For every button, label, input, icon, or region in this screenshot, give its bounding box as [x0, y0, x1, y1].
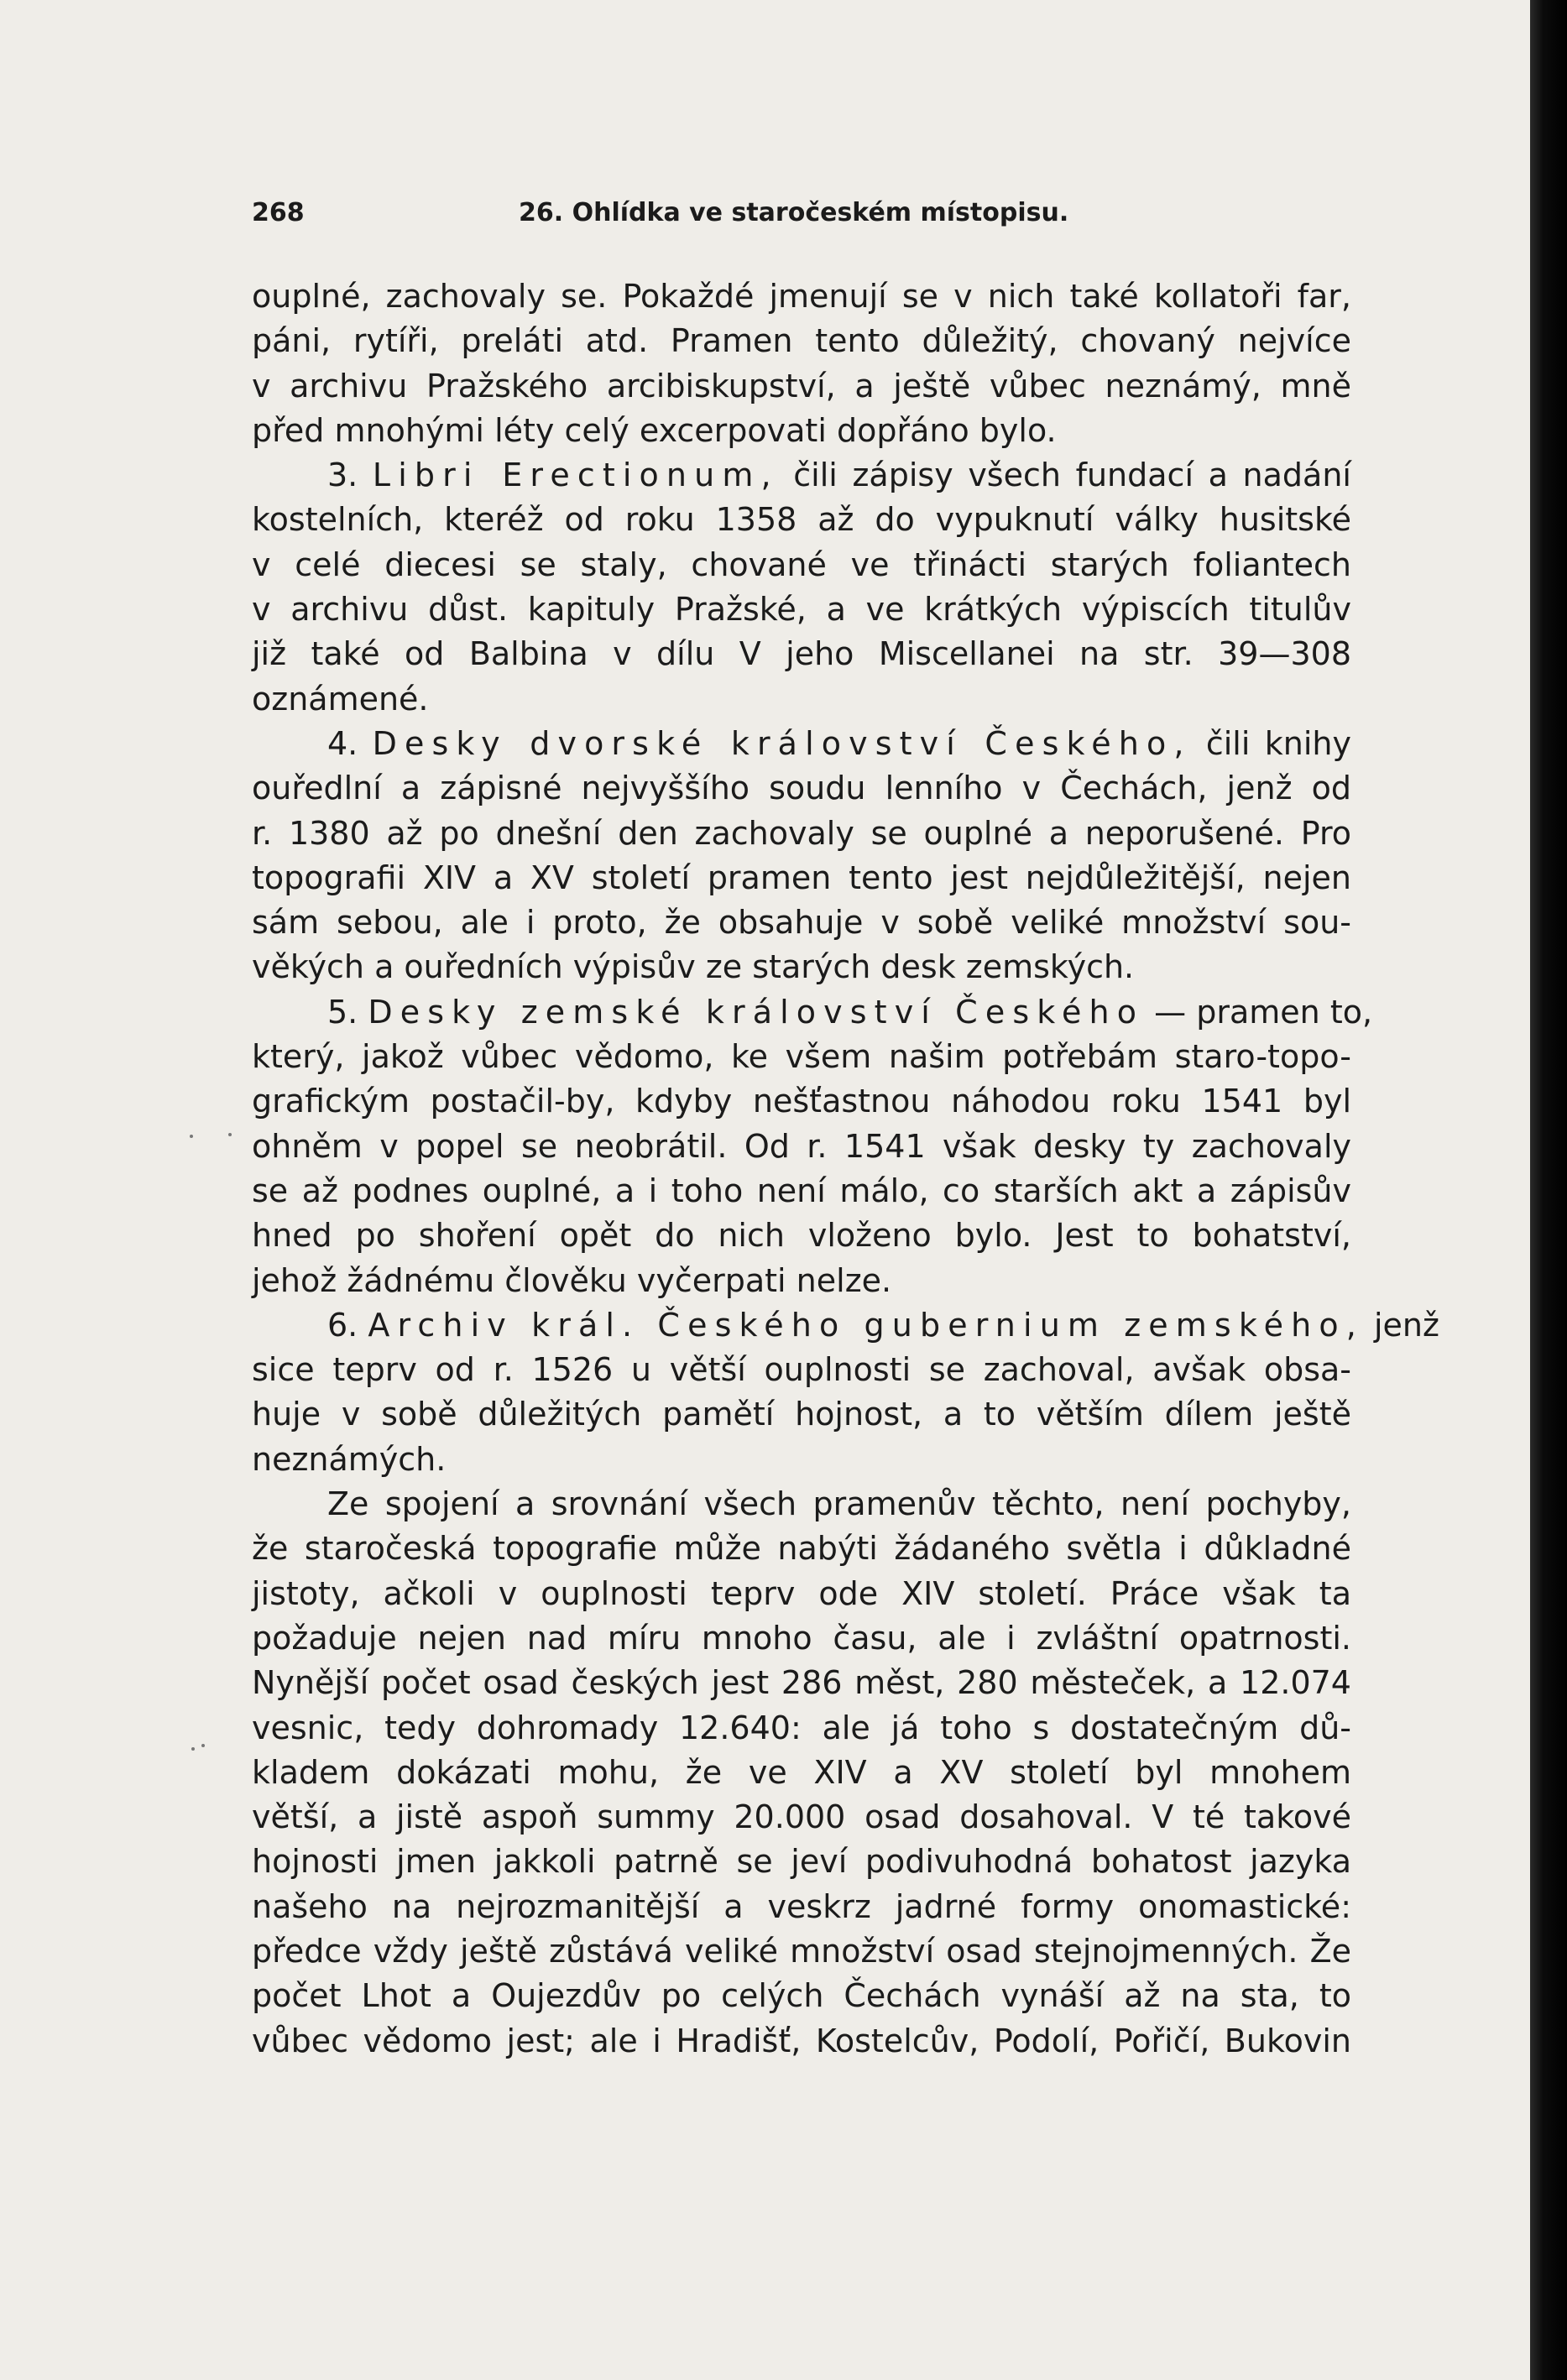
text-line: již také od Balbina v dílu V jeho Miscellanei na str. 39—308 — [252, 635, 1351, 673]
spaced-title: Libri Erectionum, — [372, 457, 779, 494]
list-number: 5. — [327, 993, 358, 1031]
text-run: — pramen to, — [1144, 993, 1373, 1031]
running-title: 26. Ohlídka ve staročeském místopisu. — [519, 198, 1069, 227]
scan-speck — [228, 1133, 232, 1136]
spaced-title: Archiv král. Českého gubernium zemského, — [368, 1306, 1364, 1344]
text-line: ohněm v popel se neobrátil. Od r. 1541 však desky ty zachovaly — [252, 1127, 1351, 1165]
list-item-5 — [252, 990, 1373, 1035]
text-line: v archivu důst. kapituly Pražské, a ve krátkých výpiscích titulův — [252, 591, 1351, 629]
scan-binding-edge — [1530, 0, 1567, 2380]
text-line: sice teprv od r. 1526 u větší ouplnosti se zachoval, avšak obsa- — [252, 1351, 1351, 1389]
text-line: hned po shoření opět do nich vloženo bylo. Jest to bohatství, — [252, 1217, 1351, 1255]
body-text — [252, 274, 1439, 2064]
list-item-4 — [252, 722, 1351, 766]
text-line: kladem dokázati mohu, že ve XIV a XV století byl mnohem — [252, 1753, 1351, 1791]
scan-speck — [190, 1135, 193, 1138]
text-line: že staročeská topografie může nabýti žádaného světla i důkladné — [252, 1530, 1351, 1568]
text-line: požaduje nejen nad míru mnoho času, ale i zvláštní opatrnosti. — [252, 1619, 1351, 1657]
text-line: větší, a jistě aspoň summy 20.000 osad dosahoval. V té takové — [252, 1798, 1351, 1836]
text-line: předce vždy ještě zůstává veliké množství osad stejnojmenných. Že — [252, 1932, 1351, 1970]
paragraph-start: Ze spojení a srovnání všech pramenův těchto, není pochyby, — [327, 1485, 1351, 1523]
text-line: hojnosti jmen jakkoli patrně se jeví podivuhodná bohatost jazyka — [252, 1843, 1351, 1881]
page-number: 268 — [252, 198, 305, 227]
list-item-6 — [252, 1303, 1439, 1348]
text-line: oznámené. — [252, 680, 429, 718]
text-line: ouplné, zachovaly se. Pokaždé jmenují se v nich také kollatoři far, — [252, 278, 1351, 315]
text-line: jistoty, ačkoli v ouplnosti teprv ode XIV století. Práce však ta — [252, 1574, 1351, 1612]
text-run: čili knihy — [1191, 724, 1351, 762]
text-line: v archivu Pražského arcibiskupství, a ještě vůbec neznámý, mně — [252, 367, 1351, 404]
text-line: sám sebou, ale i proto, že obsahuje v sobě veliké množství sou- — [252, 904, 1351, 942]
text-run: jenž — [1363, 1306, 1439, 1344]
text-line: se až podnes ouplné, a i toho není málo, co starších akt a zápisův — [252, 1172, 1351, 1209]
text-line: huje v sobě důležitých pamětí hojnost, a to větším dílem ještě — [252, 1396, 1351, 1433]
text-line: kostelních, kteréž od roku 1358 až do vypuknutí války husitské — [252, 501, 1351, 539]
list-number: 4. — [327, 724, 358, 762]
text-line: před mnohými léty celý excerpovati dopřáno bylo. — [252, 411, 1057, 449]
text-line: neznámých. — [252, 1440, 447, 1478]
text-line: vesnic, tedy dohromady 12.640: ale já toho s dostatečným dů- — [252, 1709, 1351, 1746]
list-number: 6. — [327, 1306, 358, 1344]
spaced-title: Desky zemské království Českého — [368, 993, 1145, 1031]
scan-speck — [191, 1747, 195, 1751]
spaced-title: Desky dvorské království Českého, — [372, 724, 1192, 762]
text-line: jehož žádnému člověku vyčerpati nelze. — [252, 1261, 892, 1299]
list-item-3 — [252, 453, 1351, 498]
text-line: věkých a ouředních výpisův ze starých desk zemských. — [252, 948, 1135, 986]
text-line: počet Lhot a Oujezdův po celých Čechách vynáší až na sta, to — [252, 1977, 1351, 2015]
text-line: našeho na nejrozmanitější a veskrz jadrné formy onomastické: — [252, 1887, 1351, 1925]
text-line: ouředlní a zápisné nejvyššího soudu lenního v Čechách, jenž od — [252, 770, 1351, 807]
text-run: čili zápisy všech fundací a nadání — [778, 457, 1351, 494]
list-number: 3. — [327, 457, 358, 494]
scan-speck — [201, 1744, 205, 1747]
text-line: vůbec vědomo jest; ale i Hradišť, Kostelcův, Podolí, Pořičí, Bukovin — [252, 2022, 1351, 2059]
text-line: v celé diecesi se staly, chované ve třinácti starých foliantech — [252, 545, 1351, 583]
text-line: který, jakož vůbec vědomo, ke všem našim potřebám staro-topo- — [252, 1038, 1351, 1076]
text-line: páni, rytíři, preláti atd. Pramen tento důležitý, chovaný nejvíce — [252, 322, 1351, 360]
text-line: grafickým postačil-by, kdyby nešťastnou náhodou roku 1541 byl — [252, 1083, 1351, 1120]
text-line: Nynější počet osad českých jest 286 měst, 280 městeček, a 12.074 — [252, 1664, 1351, 1702]
text-line: topografii XIV a XV století pramen tento jest nejdůležitější, nejen — [252, 859, 1351, 896]
text-line: r. 1380 až po dnešní den zachovaly se ouplné a neporušené. Pro — [252, 814, 1351, 852]
